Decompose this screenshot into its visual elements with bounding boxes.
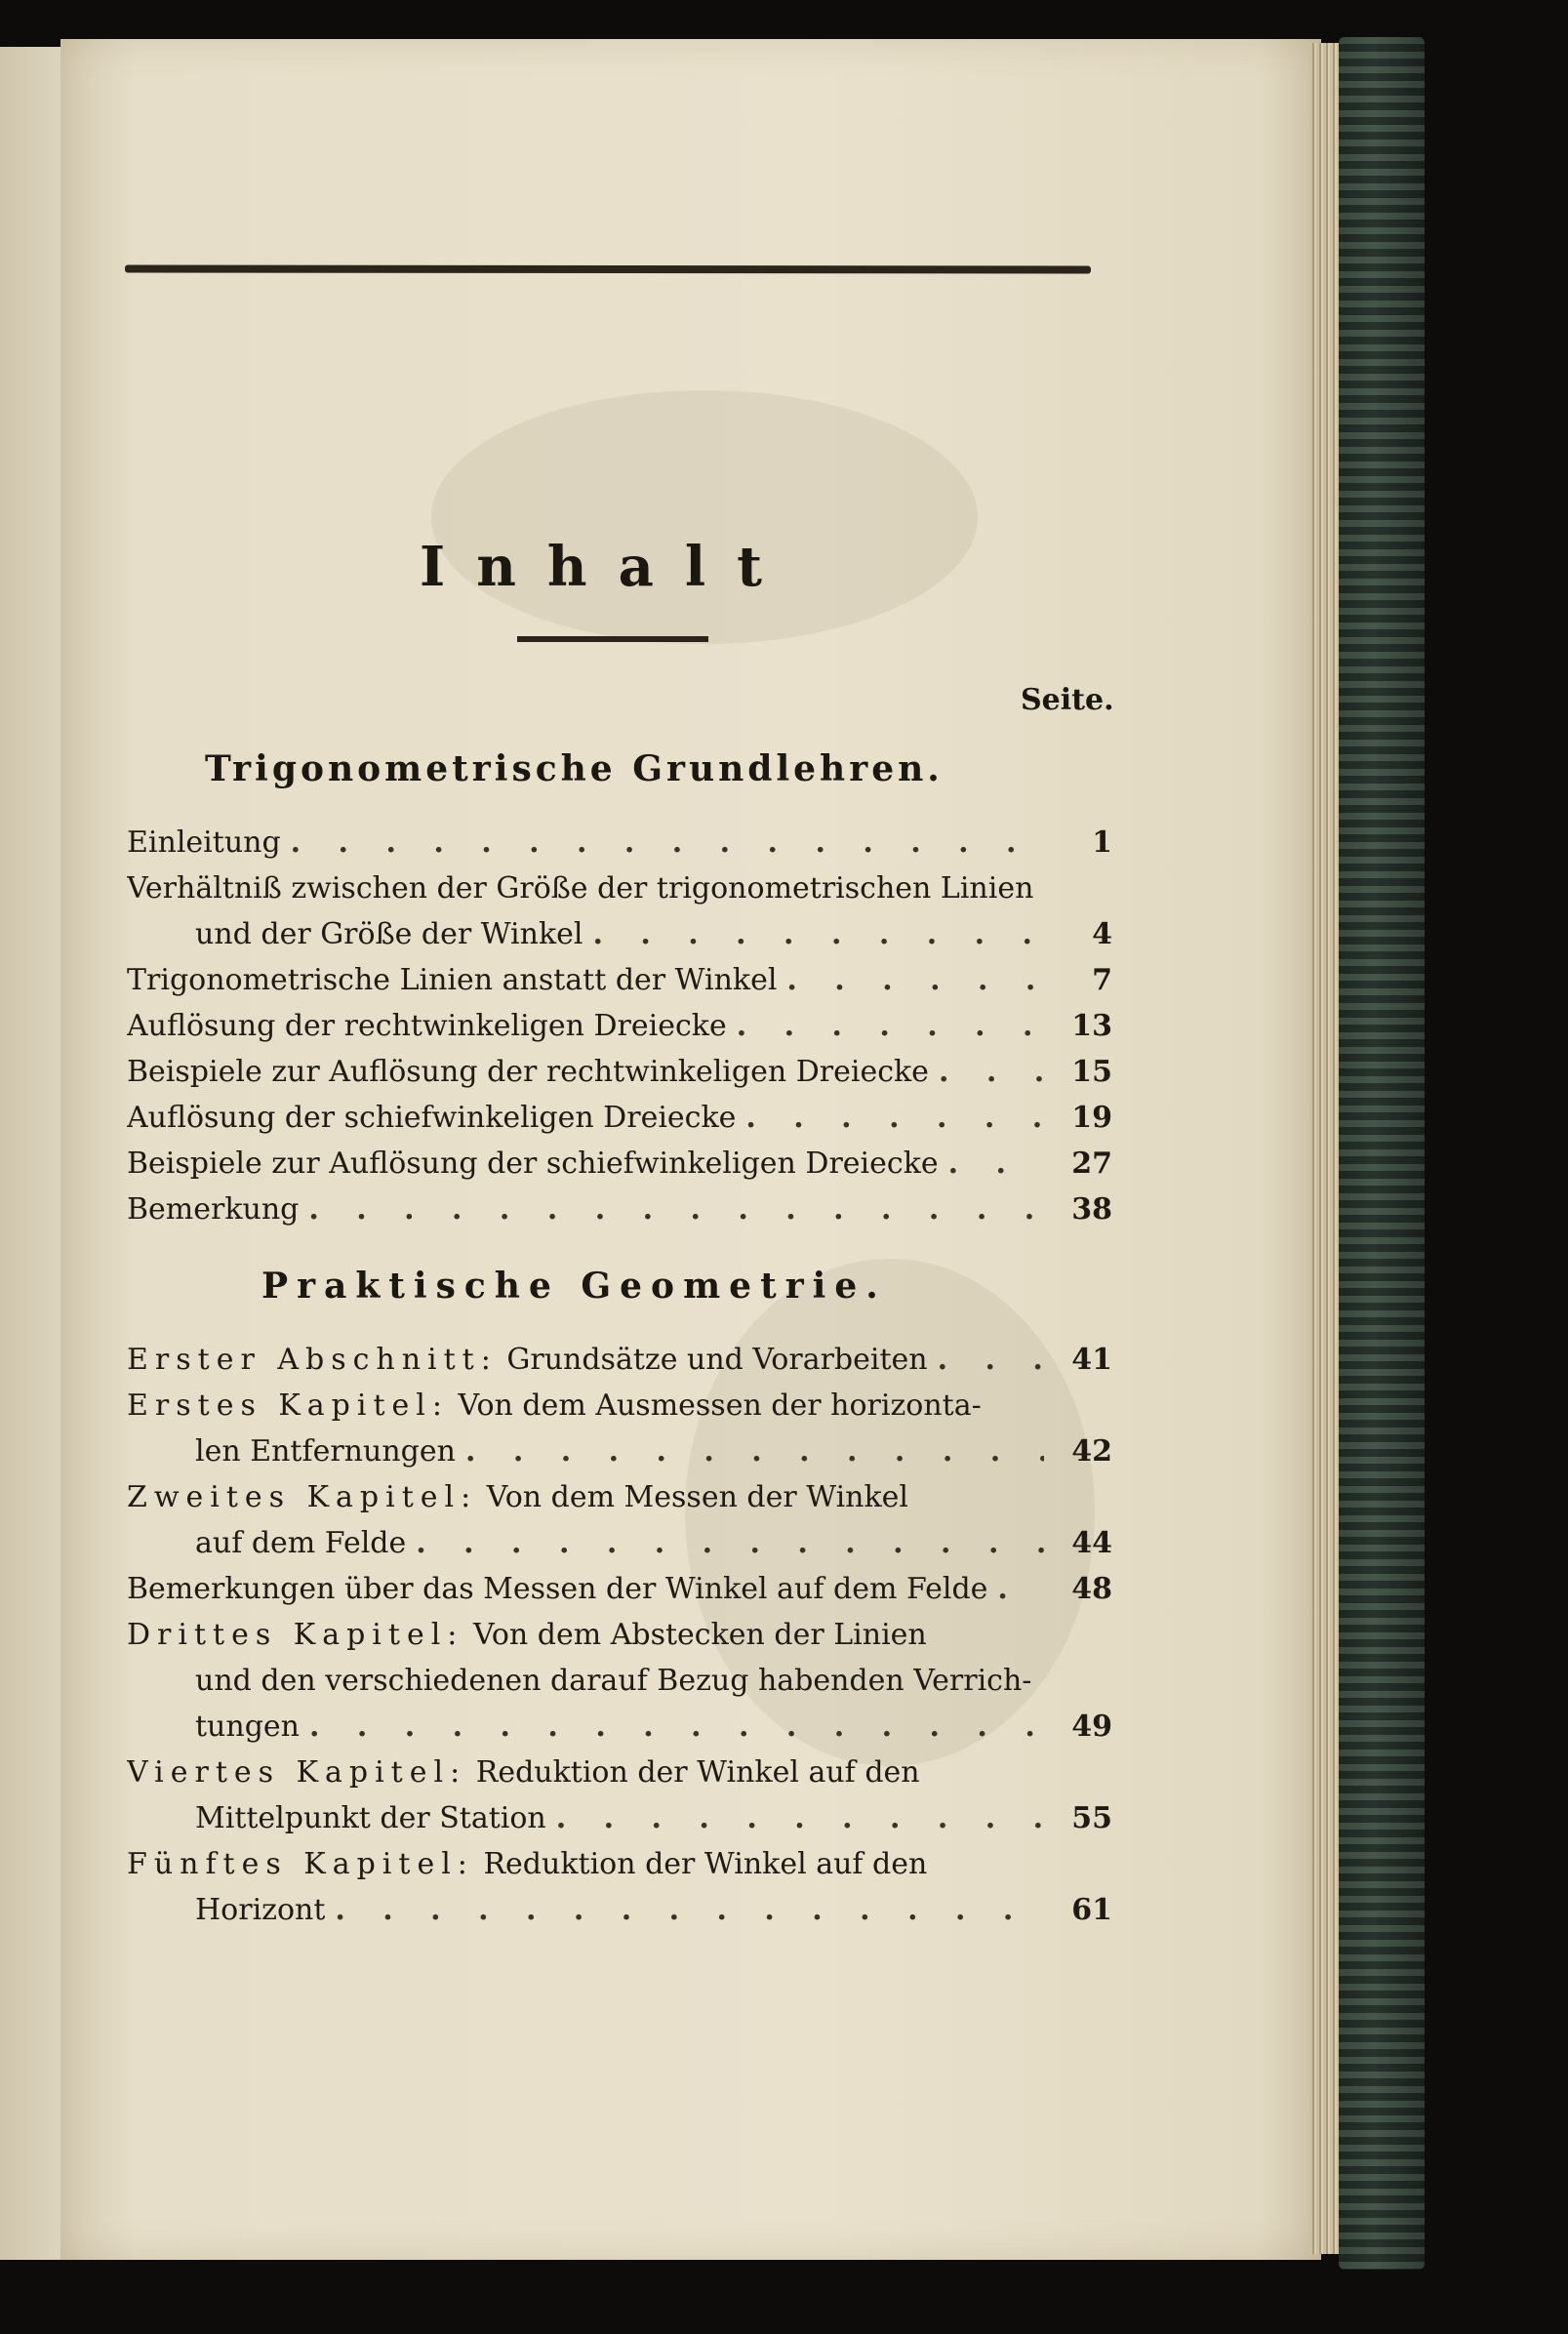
entry-label: Viertes Kapitel: (127, 1755, 467, 1790)
page-number: 49 (1071, 1710, 1112, 1744)
dot-leader (308, 1192, 1044, 1227)
page-number: 38 (1071, 1192, 1112, 1227)
entry-title: Verhältniß zwischen der Größe der trigonometrischen Linien (127, 871, 1034, 905)
toc-entry[interactable] (195, 1801, 1112, 1835)
toc-entry[interactable] (195, 1710, 1112, 1744)
page-number: 55 (1071, 1801, 1112, 1835)
entry-title: Mittelpunkt der Station (195, 1801, 546, 1835)
dot-leader (556, 1801, 1044, 1835)
page-number: 42 (1071, 1434, 1112, 1469)
facing-page-edge (0, 47, 60, 2260)
toc-entry[interactable] (127, 1618, 1112, 1652)
page-title: Inhalt (420, 535, 794, 599)
dot-leader (997, 1572, 1044, 1606)
page-number: 4 (1092, 917, 1112, 951)
entry-title: Trigonometrische Linien anstatt der Winkel (127, 963, 778, 997)
entry-title: und der Größe der Winkel (195, 917, 583, 951)
toc-entry[interactable] (127, 1101, 1112, 1135)
dot-leader (938, 1343, 1044, 1377)
dot-leader (745, 1101, 1044, 1135)
page-number: 13 (1071, 1009, 1112, 1043)
entry-label: Fünftes Kapitel: (127, 1847, 474, 1881)
page-number: 44 (1071, 1526, 1112, 1560)
entry-title: Auflösung der schiefwinkeligen Dreiecke (127, 1101, 737, 1135)
dot-leader (948, 1147, 1044, 1181)
entry-title: und den verschiedenen darauf Bezug habenden Verrich- (195, 1664, 1032, 1698)
page-number: 27 (1071, 1147, 1112, 1181)
entry-label: Drittes Kapitel: (127, 1618, 464, 1652)
toc-entry[interactable] (127, 1147, 1112, 1181)
dot-leader (593, 917, 1045, 951)
entry-title: Reduktion der Winkel auf den (483, 1847, 928, 1881)
page-number: 7 (1092, 963, 1112, 997)
toc-entry[interactable] (127, 1755, 1112, 1790)
entry-title: Bemerkung (127, 1192, 300, 1227)
book-cover-spine (1339, 37, 1425, 2270)
toc-entry[interactable] (127, 963, 1112, 997)
entry-title: Beispiele zur Auflösung der schiefwinkeligen Dreiecke (127, 1147, 939, 1181)
toc-entry[interactable] (127, 1055, 1112, 1089)
toc-entry[interactable] (195, 1664, 1112, 1698)
dot-leader (786, 963, 1044, 997)
page-column-label: Seite. (1021, 683, 1114, 717)
page-number: 41 (1071, 1343, 1112, 1377)
toc-entry[interactable] (127, 1192, 1112, 1227)
toc-entry[interactable] (195, 1893, 1112, 1927)
toc-entry[interactable] (127, 1847, 1112, 1881)
bleed-through-shadow (431, 390, 978, 644)
dot-leader (465, 1434, 1044, 1469)
page-number: 15 (1071, 1055, 1112, 1089)
entry-title: Einleitung (127, 825, 281, 860)
toc-entry[interactable] (127, 1388, 1112, 1423)
toc-entry[interactable] (195, 917, 1112, 951)
section-heading-trigonometry: Trigonometrische Grundlehren. (205, 748, 944, 789)
entry-label: Erstes Kapitel: (127, 1388, 449, 1423)
toc-entry[interactable] (127, 1480, 1112, 1514)
header-rule (125, 264, 1091, 273)
entry-title: Von dem Abstecken der Linien (472, 1618, 927, 1652)
entry-title: Beispiele zur Auflösung der rechtwinkeligen Dreiecke (127, 1055, 929, 1089)
dot-leader (335, 1893, 1044, 1927)
toc-entry[interactable] (127, 871, 1112, 905)
entry-title: len Entfernungen (195, 1434, 456, 1469)
toc-entry[interactable] (127, 825, 1112, 860)
page-number: 61 (1071, 1893, 1112, 1927)
toc-entry[interactable] (195, 1526, 1112, 1560)
entry-title: Von dem Ausmessen der horizonta- (458, 1388, 982, 1423)
section-heading-practical-geometry: Praktische Geometrie. (261, 1266, 887, 1307)
entry-title: auf dem Felde (195, 1526, 407, 1560)
entry-label: Zweites Kapitel: (127, 1480, 478, 1514)
toc-entry[interactable] (127, 1572, 1112, 1606)
page-number: 19 (1071, 1101, 1112, 1135)
entry-title: Reduktion der Winkel auf den (475, 1755, 920, 1790)
entry-title: Auflösung der rechtwinkeligen Dreiecke (127, 1009, 727, 1043)
page-number: 48 (1071, 1572, 1112, 1606)
toc-entry[interactable] (127, 1009, 1112, 1043)
page-number: 1 (1092, 825, 1112, 860)
toc-entry[interactable] (195, 1434, 1112, 1469)
dot-leader (291, 825, 1044, 860)
entry-label: Erster Abschnitt: (127, 1343, 498, 1377)
entry-title: Grundsätze und Vorarbeiten (506, 1343, 928, 1377)
dot-leader (939, 1055, 1044, 1089)
entry-title: Horizont (195, 1893, 326, 1927)
dot-leader (416, 1526, 1044, 1560)
toc-entry[interactable] (127, 1343, 1112, 1377)
title-underline (517, 636, 708, 642)
entry-title: tungen (195, 1710, 300, 1744)
entry-title: Von dem Messen der Winkel (486, 1480, 909, 1514)
entry-title: Bemerkungen über das Messen der Winkel auf dem Felde (127, 1572, 988, 1606)
dot-leader (737, 1009, 1044, 1043)
dot-leader (309, 1710, 1044, 1744)
